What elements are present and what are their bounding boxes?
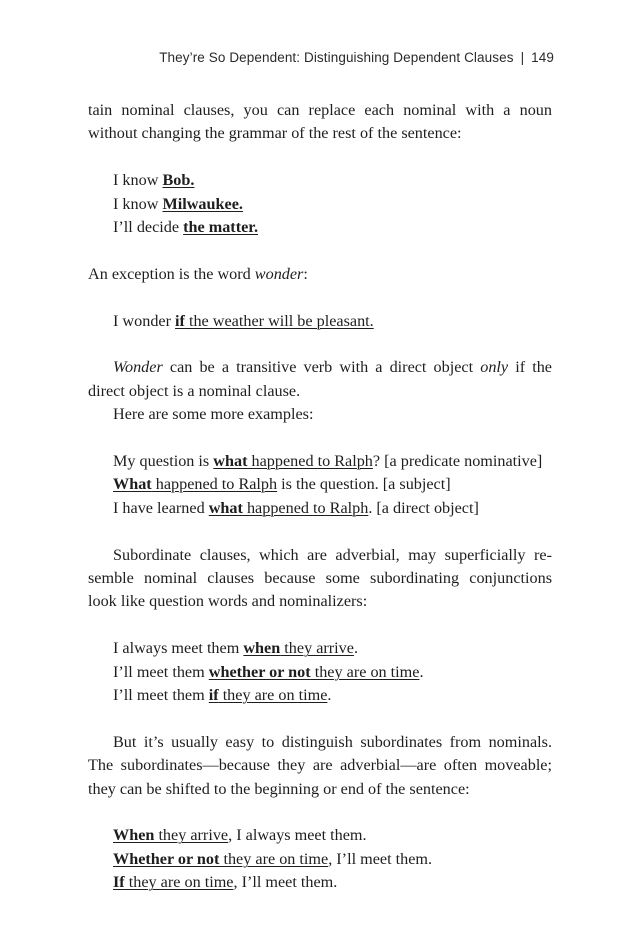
example-sentence: What happened to Ralph is the question. [a subject] bbox=[113, 475, 451, 494]
example-sentence: I wonder if the weather will be pleasant. bbox=[113, 311, 374, 330]
example-sentence: If they are on time, I’ll meet them. bbox=[113, 873, 338, 892]
running-header bbox=[0, 50, 554, 65]
paragraph-line: Wonder can be a transitive verb with a direct object only if the bbox=[113, 358, 552, 377]
clause-marker: When bbox=[113, 826, 155, 845]
example-sentence: I have learned what happened to Ralph. [a direct object] bbox=[113, 498, 479, 517]
example-sentence: I’ll decide the matter. bbox=[113, 218, 259, 237]
example-sentence: I know Milwaukee. bbox=[113, 194, 243, 213]
example-sentence: Whether or not they are on time, I’ll meet them. bbox=[113, 849, 433, 868]
example-sentence: I always meet them when they arrive. bbox=[113, 639, 359, 658]
nominal-phrase: Milwaukee. bbox=[162, 194, 243, 213]
italic-term: wonder bbox=[254, 264, 304, 283]
paragraph-line: The subordinates—because they are adverbial—are often moveable; bbox=[88, 756, 552, 775]
example-sentence: I’ll meet them if they are on time. bbox=[113, 686, 332, 705]
clause-marker: what bbox=[208, 498, 243, 517]
paragraph-line: But it’s usually easy to distinguish subordinates from nominals. bbox=[113, 732, 552, 751]
nominal-clause: the weather will be pleasant. bbox=[184, 311, 374, 330]
clause-marker: when bbox=[243, 639, 281, 658]
example-sentence: I’ll meet them whether or not they are on time. bbox=[113, 662, 424, 681]
body-text bbox=[88, 99, 552, 895]
running-title: They’re So Dependent: Distinguishing Dependent Clauses bbox=[159, 50, 514, 65]
clause-marker: If bbox=[113, 873, 125, 892]
paragraph-line: semble nominal clauses because some subordinating conjunctions bbox=[88, 569, 552, 588]
paragraph-line: tain nominal clauses, you can replace each nominal with a noun bbox=[88, 101, 552, 119]
nominal-phrase: Bob. bbox=[162, 171, 195, 190]
example-sentence: When they arrive, I always meet them. bbox=[113, 826, 367, 845]
clause-marker: if bbox=[175, 311, 185, 330]
paragraph-line: look like question words and nominalizers: bbox=[88, 592, 368, 611]
paragraph-line: without changing the grammar of the rest of the sentence: bbox=[88, 124, 462, 143]
paragraph-line: Here are some more examples: bbox=[113, 405, 314, 424]
page-number: 149 bbox=[531, 50, 554, 65]
paragraph-line: they can be shifted to the beginning or end of the sentence: bbox=[88, 779, 470, 798]
clause-marker: What bbox=[113, 475, 152, 494]
header-separator: | bbox=[520, 50, 525, 65]
paragraph-line: An exception is the word wonder: bbox=[88, 264, 308, 283]
paragraph-line: Subordinate clauses, which are adverbial, may superficially re- bbox=[113, 545, 552, 564]
clause-marker: if bbox=[208, 686, 219, 705]
clause-marker: Whether or not bbox=[113, 849, 220, 868]
paragraph-line: direct object is a nominal clause. bbox=[88, 381, 301, 400]
nominal-phrase: the matter. bbox=[183, 218, 259, 237]
clause-marker: whether or not bbox=[208, 662, 311, 681]
example-sentence: My question is what happened to Ralph? [a predicate nominative] bbox=[113, 452, 543, 471]
example-sentence: I know Bob. bbox=[113, 171, 195, 190]
clause-marker: what bbox=[213, 452, 248, 471]
